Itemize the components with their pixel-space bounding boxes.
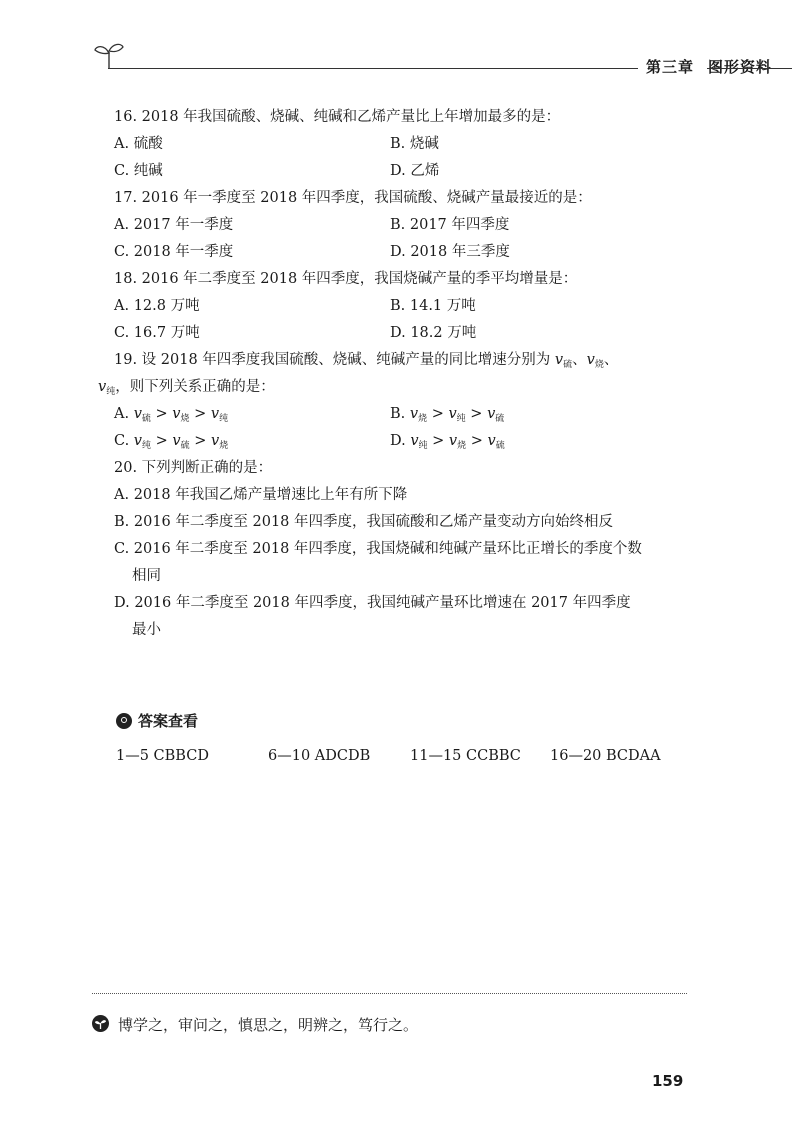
question-18-options-row-2	[114, 320, 704, 347]
question-19-stem-tail: ，则下列关系正确的是：	[115, 379, 275, 395]
option-d	[114, 590, 704, 644]
answer-heading: 答案查看	[138, 712, 199, 730]
subscript-s: 硫	[141, 414, 151, 424]
footer-divider	[92, 993, 687, 994]
greater-than-sign: >	[466, 433, 488, 449]
option-label: A.	[114, 406, 134, 422]
var-v: v	[410, 433, 419, 449]
var-v: v	[210, 433, 220, 449]
subscript-s: 硫	[180, 441, 190, 451]
greater-than-sign: >	[189, 433, 211, 449]
question-17-stem: 17. 2016 年一季度至 2018 年四季度，我国硫酸、烧碱产量最接近的是：	[114, 190, 592, 206]
subscript-s: 硫	[563, 360, 573, 370]
answer-group-2: 6—10 ADCDB	[268, 748, 371, 764]
question-16-options-row-2	[114, 158, 704, 185]
subscript-c: 纯	[219, 414, 229, 424]
option-c-line-1: C. 2016 年二季度至 2018 年四季度，我国烧碱和纯碱产量环比正增长的季度个数	[114, 541, 642, 557]
var-v: v	[98, 379, 107, 395]
option-b: B. 14.1 万吨	[390, 298, 476, 314]
greater-than-sign: >	[150, 406, 173, 422]
option-label: D.	[390, 433, 411, 449]
chapter-title	[646, 56, 772, 77]
option-d	[390, 428, 505, 460]
subscript-h: 烧	[180, 414, 190, 424]
chapter-name: 图形资料	[708, 58, 773, 76]
page-number: 159	[652, 1072, 684, 1090]
subscript-s: 硫	[495, 441, 505, 451]
question-16-stem: 16. 2018 年我国硫酸、烧碱、纯碱和乙烯产量比上年增加最多的是：	[114, 109, 561, 125]
subscript-c: 纯	[106, 387, 116, 397]
option-c	[114, 536, 704, 590]
header-rule-left	[108, 68, 638, 69]
option-label: B.	[390, 406, 410, 422]
header-rule-right	[707, 68, 792, 69]
greater-than-sign: >	[151, 433, 173, 449]
question-list	[98, 104, 704, 644]
option-a: A. 12.8 万吨	[114, 298, 200, 314]
question-19-stem-main: 19. 设 2018 年四季度我国硫酸、烧碱、纯碱产量的同比增速分别为	[114, 352, 551, 368]
option-d: D. 乙烯	[390, 163, 440, 179]
var-v: v	[448, 406, 457, 422]
option-b: B. 2016 年二季度至 2018 年四季度，我国硫酸和乙烯产量变动方向始终相反	[114, 514, 614, 530]
subscript-c: 纯	[142, 441, 152, 451]
var-v: v	[586, 352, 595, 368]
chapter-number: 第三章	[646, 58, 695, 76]
option-c	[114, 428, 228, 460]
var-v: v	[487, 406, 496, 422]
answer-group-3: 11—15 CCBBC	[410, 748, 521, 764]
answer-icon	[116, 713, 132, 729]
option-c: C. 纯碱	[114, 163, 163, 179]
greater-than-sign: >	[189, 406, 211, 422]
subscript-s: 硫	[495, 414, 505, 424]
answer-section-title	[116, 710, 198, 731]
option-a: A. 2017 年一季度	[114, 217, 234, 233]
question-20-stem: 20. 下列判断正确的是：	[114, 460, 273, 476]
question-16-options-row-1	[114, 131, 704, 158]
option-a: A. 硫酸	[114, 136, 163, 152]
answer-group-1: 1—5 CBBCD	[116, 748, 209, 764]
var-v: v	[448, 433, 458, 449]
greater-than-sign: >	[465, 406, 488, 422]
separator: 、	[572, 352, 587, 368]
var-v: v	[409, 406, 419, 422]
subscript-h: 烧	[594, 360, 604, 370]
subscript-c: 纯	[418, 441, 428, 451]
subscript-h: 烧	[418, 414, 428, 424]
var-v: v	[172, 406, 181, 422]
var-v: v	[487, 433, 496, 449]
question-19-options-row-2	[114, 428, 704, 455]
greater-than-sign: >	[427, 406, 449, 422]
option-b: B. 烧碱	[390, 136, 439, 152]
subscript-c: 纯	[456, 414, 466, 424]
option-c: C. 16.7 万吨	[114, 325, 200, 341]
answer-group-4: 16—20 BCDAA	[550, 748, 661, 764]
separator: 、	[603, 352, 619, 368]
option-d: D. 2018 年三季度	[390, 244, 510, 260]
option-d-line-2: 最小	[132, 622, 161, 638]
question-19-stem-line-2	[98, 374, 704, 401]
option-d-line-1: D. 2016 年二季度至 2018 年四季度，我国纯碱产量环比增速在 2017 年四季度	[114, 595, 631, 611]
subscript-h: 烧	[457, 441, 467, 451]
sprout-badge-icon	[92, 1015, 109, 1032]
option-d: D. 18.2 万吨	[390, 325, 477, 341]
var-v: v	[133, 406, 142, 422]
question-18-options-row-1	[114, 293, 704, 320]
page-header	[92, 40, 792, 80]
option-label: C.	[114, 433, 134, 449]
var-v: v	[210, 406, 220, 422]
sprout-icon	[92, 40, 126, 70]
var-v: v	[554, 352, 564, 368]
option-c-line-2: 相同	[132, 568, 161, 584]
motto-text: 博学之，审问之，慎思之，明辨之，笃行之。	[118, 1016, 419, 1034]
option-c: C. 2018 年一季度	[114, 244, 234, 260]
option-a: A. 2018 年我国乙烯产量增速比上年有所下降	[114, 487, 408, 503]
question-18-stem: 18. 2016 年二季度至 2018 年四季度，我国烧碱产量的季平均增量是：	[114, 271, 578, 287]
greater-than-sign: >	[427, 433, 449, 449]
var-v: v	[172, 433, 181, 449]
question-17-options-row-2	[114, 239, 704, 266]
question-19-stem-line-1	[114, 347, 704, 374]
question-19-options-row-1	[114, 401, 704, 428]
subscript-h: 烧	[219, 441, 229, 451]
question-17-options-row-1	[114, 212, 704, 239]
var-v: v	[133, 433, 142, 449]
option-b: B. 2017 年四季度	[390, 217, 510, 233]
